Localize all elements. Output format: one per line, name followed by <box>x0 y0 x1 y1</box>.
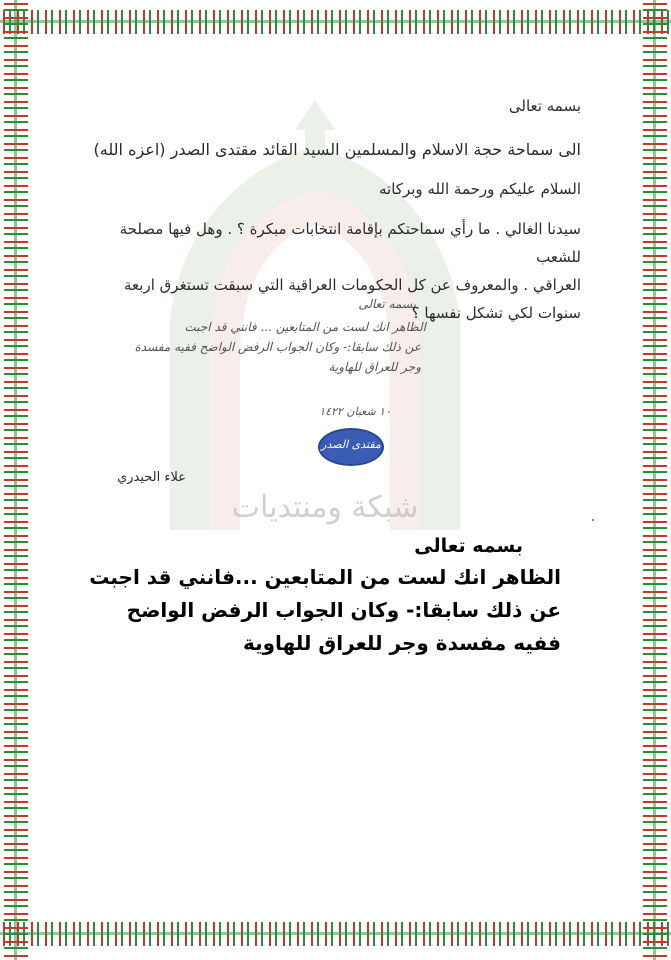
handwritten-basmala: بسمه تعالى <box>358 297 416 311</box>
letter-question <box>71 215 581 327</box>
question-line: العراقي . والمعروف عن كل الحكومات العراقية التي سبقت تستغرق اربعة <box>124 276 581 294</box>
reply-basmala: بسمه تعالى <box>414 535 523 557</box>
decorative-border-bottom <box>0 922 671 946</box>
stray-dot <box>592 519 594 521</box>
seal-label: مقتدى الصدر <box>321 438 381 451</box>
letter-greeting: السلام عليكم ورحمة الله وبركاته <box>379 180 581 198</box>
letter-addressee: الى سماحة حجة الاسلام والمسلمين السيد القائد مقتدى الصدر (اعزه الله) <box>93 140 581 159</box>
letter-basmala: بسمه تعالى <box>508 97 581 115</box>
letter-signer: علاء الحيدري <box>117 470 186 485</box>
decorative-border-top <box>0 10 671 34</box>
handwritten-line: عن ذلك سابقا:- وكان الجواب الرفض الواضح ففيه مفسدة <box>134 340 421 354</box>
question-line: سيدنا الغالي . ما رأي سماحتكم بإقامة انتخابات مبكرة ؟ . وهل فيها مصلحة للشعب <box>119 220 581 266</box>
watermark-text: شبكة ومنتديات <box>231 490 419 525</box>
handwritten-line: وجر للعراق للهاوية <box>328 360 421 374</box>
question-line: سنوات لكي تشكل نفسها ؟ <box>411 304 581 322</box>
official-seal <box>318 428 384 466</box>
decorative-border-right <box>643 0 667 960</box>
reply-line: عن ذلك سابقا:- وكان الجواب الرفض الواضح <box>126 598 561 622</box>
reply-line: ففيه مفسدة وجر للعراق للهاوية <box>242 631 561 655</box>
handwritten-line: الظاهر انك لست من المتابعين ... فانني قد اجبت <box>184 320 426 334</box>
decorative-border-left <box>4 0 28 960</box>
reply-line: الظاهر انك لست من المتابعين ...فانني قد اجبت <box>89 565 561 589</box>
handwritten-date: ١٠ شعبان ١٤٢٢ <box>319 405 391 418</box>
